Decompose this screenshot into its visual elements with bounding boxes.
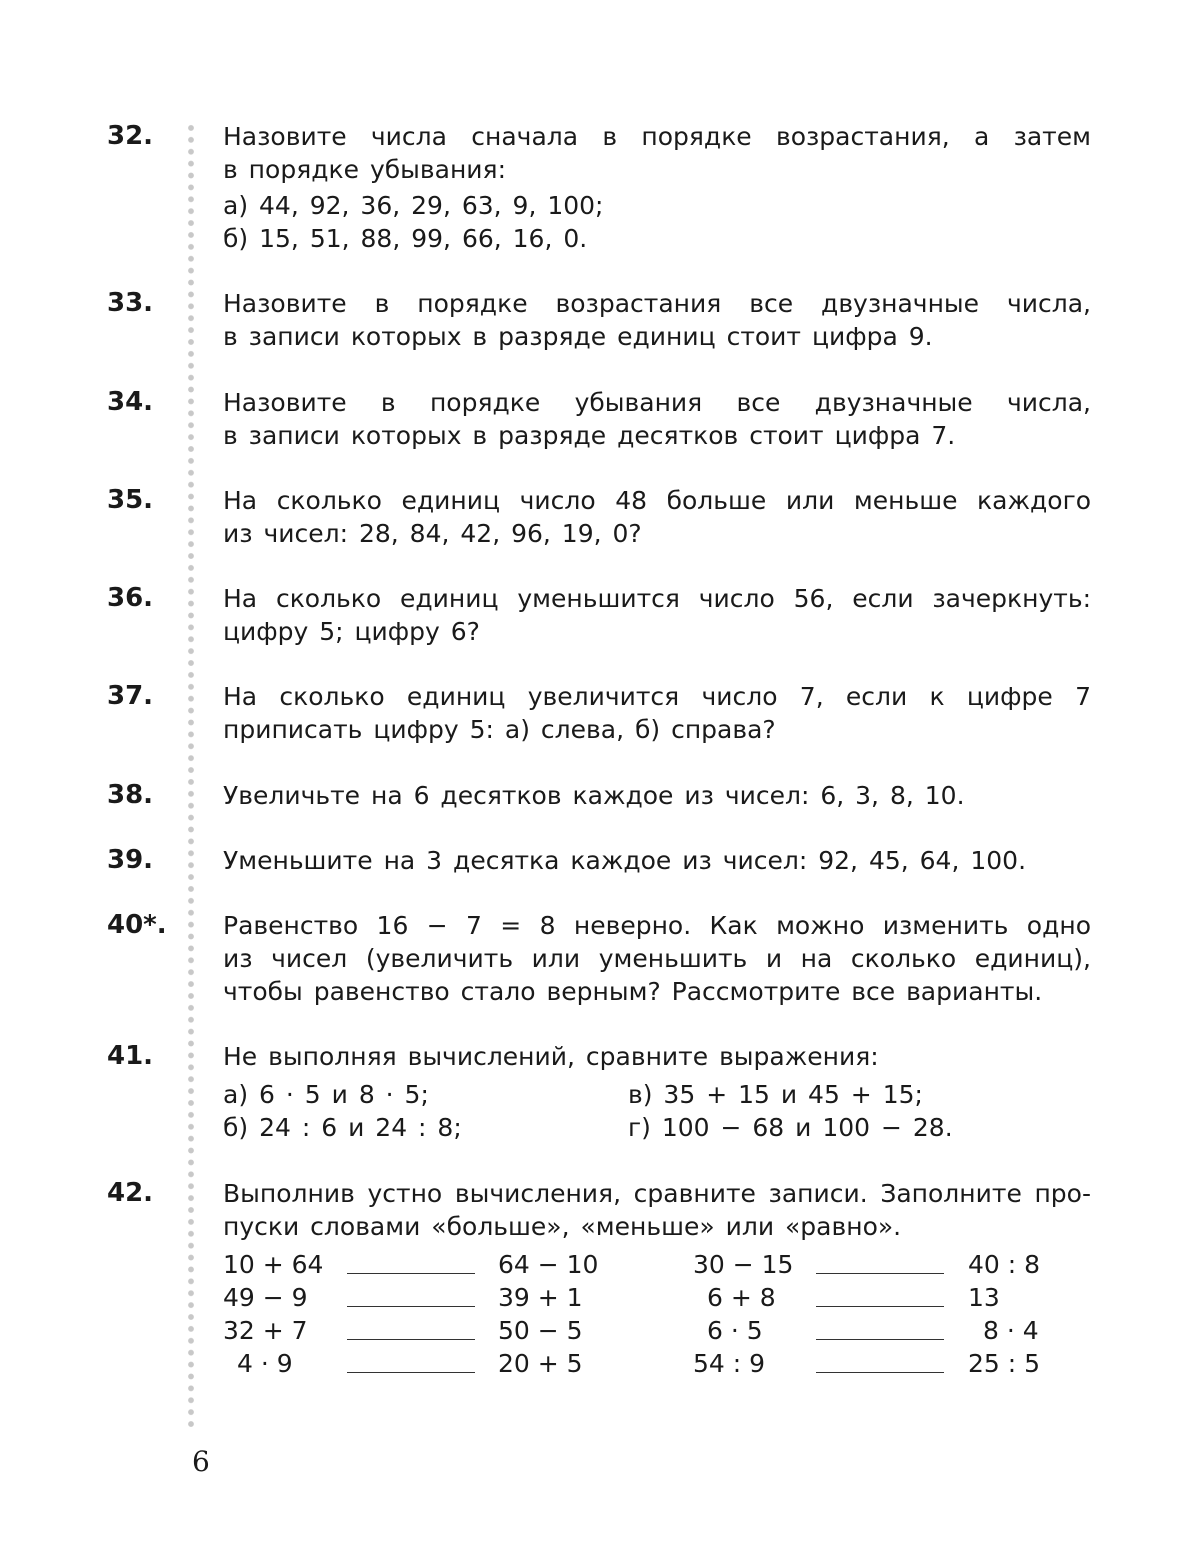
task-text: Выполнив устно вычисления, сравните записи. Заполните про- [223,1179,1091,1208]
task-number: 33. [107,288,154,318]
task-item: б) 24 : 6 и 24 : 8; [223,1113,462,1142]
task-text: в записи которых в разряде единиц стоит цифра 9. [223,322,933,351]
task-text: Назовите в порядке убывания все двузначные числа, [223,388,1091,417]
answer-blank[interactable] [347,1339,475,1340]
task-text: Не выполняя вычислений, сравните выражения: [223,1042,879,1071]
expression: 6 · 5 [707,1316,763,1345]
task-number: 38. [107,780,154,810]
expression: 64 − 10 [498,1250,599,1279]
expression: 10 + 64 [223,1250,324,1279]
answer-blank[interactable] [347,1372,475,1373]
answer-blank[interactable] [816,1372,944,1373]
page-number: 6 [192,1445,210,1478]
task-text-line [223,582,1091,615]
task-text: На сколько единиц число 48 больше или меньше каждого [223,486,1091,515]
answer-blank[interactable] [816,1306,944,1307]
task-number: 40*. [107,910,167,940]
task-item: а) 44, 92, 36, 29, 63, 9, 100; [223,191,604,220]
answer-blank[interactable] [816,1339,944,1340]
expression: 13 [968,1283,1000,1312]
answer-blank[interactable] [816,1273,944,1274]
task-text: цифру 5; цифру 6? [223,617,480,646]
task-number: 35. [107,485,154,515]
task-number: 34. [107,387,154,417]
task-text: в записи которых в разряде десятков стоит цифра 7. [223,421,956,450]
expression: 6 + 8 [707,1283,776,1312]
task-text: Назовите числа сначала в порядке возрастания, а затем [223,122,1091,151]
expression: 40 : 8 [968,1250,1041,1279]
dotted-margin-line [186,122,196,1432]
answer-blank[interactable] [347,1306,475,1307]
expression: 50 − 5 [498,1316,583,1345]
task-text-line [223,484,1091,517]
task-number: 32. [107,121,154,151]
task-text-line [223,909,1091,942]
task-text: из чисел (увеличить или уменьшить и на сколько единиц), [223,944,1091,973]
task-number: 39. [107,845,154,875]
task-text: Назовите в порядке возрастания все двузначные числа, [223,289,1091,318]
task-text-line [223,287,1091,320]
answer-blank[interactable] [347,1273,475,1274]
task-text: в порядке убывания: [223,155,507,184]
task-text: из чисел: 28, 84, 42, 96, 19, 0? [223,519,642,548]
task-text-line [223,120,1091,153]
task-text: чтобы равенство стало верным? Рассмотрите все варианты. [223,977,1043,1006]
task-item: б) 15, 51, 88, 99, 66, 16, 0. [223,224,588,253]
expression: 54 : 9 [693,1349,766,1378]
task-text-line [223,1177,1091,1210]
expression: 8 · 4 [983,1316,1039,1345]
task-text: Уменьшите на 3 десятка каждое из чисел: 92, 45, 64, 100. [223,846,1027,875]
expression: 25 : 5 [968,1349,1041,1378]
task-text-line [223,386,1091,419]
expression: 30 − 15 [693,1250,794,1279]
task-item: а) 6 · 5 и 8 · 5; [223,1080,429,1109]
task-text: Увеличьте на 6 десятков каждое из чисел: 6, 3, 8, 10. [223,781,965,810]
task-text: пуски словами «больше», «меньше» или «равно». [223,1212,902,1241]
expression: 39 + 1 [498,1283,583,1312]
expression: 32 + 7 [223,1316,308,1345]
task-number: 42. [107,1178,154,1208]
task-text: Равенство 16 − 7 = 8 неверно. Как можно изменить одно [223,911,1091,940]
task-item: в) 35 + 15 и 45 + 15; [628,1080,923,1109]
expression: 49 − 9 [223,1283,308,1312]
task-text-line [223,942,1091,975]
task-text: На сколько единиц уменьшится число 56, если зачеркнуть: [223,584,1091,613]
task-number: 37. [107,681,154,711]
expression: 4 · 9 [237,1349,293,1378]
task-number: 36. [107,583,154,613]
task-text: На сколько единиц увеличится число 7, если к цифре 7 [223,682,1091,711]
task-item: г) 100 − 68 и 100 − 28. [628,1113,953,1142]
expression: 20 + 5 [498,1349,583,1378]
task-text-line [223,680,1091,713]
task-number: 41. [107,1041,154,1071]
task-text: приписать цифру 5: а) слева, б) справа? [223,715,776,744]
